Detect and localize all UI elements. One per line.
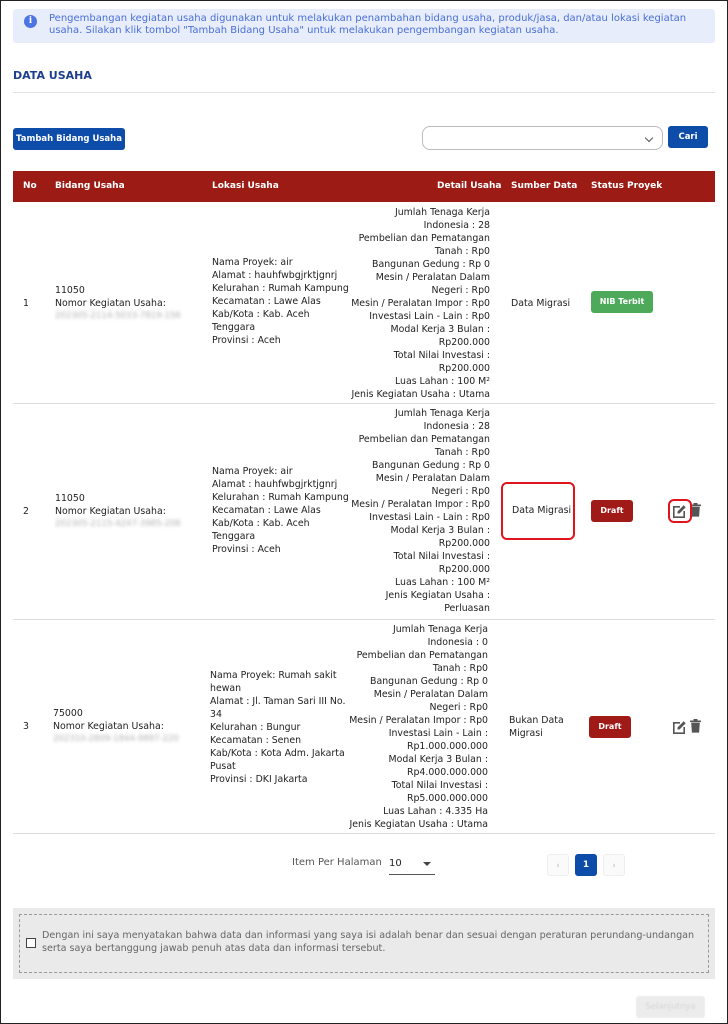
detail-line: Modal Kerja 3 Bulan : xyxy=(388,754,488,765)
detail-line: Total Nilai Investasi : xyxy=(393,551,490,562)
prev-page-button[interactable]: ‹ xyxy=(547,854,569,876)
col-lokasi-usaha: Lokasi Usaha xyxy=(212,181,279,191)
status-badge: NIB Terbit xyxy=(591,291,653,313)
lokasi-line: Kab/Kota : Kab. Aceh xyxy=(212,309,310,320)
row-divider xyxy=(13,833,715,834)
detail-line: Investasi Lain - Lain : Rp0 xyxy=(369,311,490,322)
detail-line: Total Nilai Investasi : xyxy=(393,350,490,361)
row-divider xyxy=(13,619,715,620)
detail-line: Negeri : Rp0 xyxy=(429,702,488,713)
detail-line: Luas Lahan : 4.335 Ha xyxy=(383,806,488,817)
divider xyxy=(13,92,715,93)
declaration-checkbox[interactable] xyxy=(26,938,36,948)
detail-line: Negeri : Rp0 xyxy=(431,285,490,296)
chevron-down-icon xyxy=(645,134,653,142)
detail-line: Mesin / Peralatan Impor : Rp0 xyxy=(349,715,488,726)
lokasi-line: 34 xyxy=(210,709,222,720)
lokasi-line: Alamat : hauhfwbgjrktjgnrj xyxy=(212,270,338,281)
lokasi-line: Provinsi : Aceh xyxy=(212,335,281,346)
detail-line: Bangunan Gedung : Rp 0 xyxy=(370,676,488,687)
detail-line: Mesin / Peralatan Dalam xyxy=(375,473,490,484)
col-bidang-usaha: Bidang Usaha xyxy=(55,181,125,191)
nomor-kegiatan-label: Nomor Kegiatan Usaha: xyxy=(53,721,164,732)
kbli-code: 11050 xyxy=(55,493,85,504)
col-sumber-data: Sumber Data xyxy=(511,181,578,191)
sumber-data-cell xyxy=(509,714,579,740)
lokasi-line: Kecamatan : Lawe Alas xyxy=(212,296,321,307)
detail-line: Indonesia : 28 xyxy=(423,421,490,432)
lokasi-line: Kab/Kota : Kota Adm. Jakarta xyxy=(210,748,345,759)
detail-line: Rp200.000 xyxy=(438,538,490,549)
detail-line: Indonesia : 0 xyxy=(427,637,488,648)
lokasi-line: Alamat : hauhfwbgjrktjgnrj xyxy=(212,479,338,490)
sumber-data-line: Data Migrasi xyxy=(511,298,571,309)
detail-line: Rp5.000.000.000 xyxy=(406,793,488,804)
detail-line: Mesin / Peralatan Impor : Rp0 xyxy=(351,499,490,510)
table-header xyxy=(13,171,715,202)
lokasi-line: Kelurahan : Rumah Kampung xyxy=(212,283,349,294)
detail-line: Investasi Lain - Lain : xyxy=(388,728,488,739)
declaration-box xyxy=(13,908,715,979)
lokasi-line: Kelurahan : Bungur xyxy=(210,722,301,733)
declaration-inner xyxy=(19,914,709,973)
detail-line: Jenis Kegiatan Usaha : Utama xyxy=(349,819,488,830)
detail-line: Negeri : Rp0 xyxy=(431,486,490,497)
edit-highlight xyxy=(668,499,692,523)
sumber-data-line: Migrasi xyxy=(509,728,543,739)
items-per-page-value: 10 xyxy=(389,858,402,869)
detail-line: Tanah : Rp0 xyxy=(432,663,488,674)
row-number: 1 xyxy=(23,298,29,309)
detail-line: Rp200.000 xyxy=(438,564,490,575)
section-title: DATA USAHA xyxy=(13,69,92,82)
row-number: 3 xyxy=(23,721,29,732)
nomor-kegiatan-label: Nomor Kegiatan Usaha: xyxy=(55,298,166,309)
next-page-button[interactable]: › xyxy=(603,854,625,876)
lokasi-line: Nama Proyek: air xyxy=(212,257,293,268)
info-icon: i xyxy=(24,15,37,28)
detail-line: Investasi Lain - Lain : Rp0 xyxy=(369,512,490,523)
nomor-kegiatan-value: 202305-2114-5033-7819-156 xyxy=(55,311,181,321)
detail-line: Rp4.000.000.000 xyxy=(406,767,488,778)
bidang-usaha-cell xyxy=(53,707,203,746)
lokasi-line: Kecamatan : Senen xyxy=(210,735,302,746)
info-banner xyxy=(13,9,715,43)
bidang-usaha-cell xyxy=(55,284,205,323)
detail-line: Perluasan xyxy=(444,603,490,614)
kbli-code: 75000 xyxy=(53,708,83,719)
items-per-page-select[interactable] xyxy=(389,855,435,875)
search-button[interactable]: Cari xyxy=(668,126,708,148)
detail-line: Pembelian dan Pematangan xyxy=(358,233,490,244)
detail-line: Pembelian dan Pematangan xyxy=(356,650,488,661)
detail-line: Tanah : Rp0 xyxy=(434,246,490,257)
detail-line: Mesin / Peralatan Dalam xyxy=(373,689,488,700)
lokasi-line: Provinsi : Aceh xyxy=(212,544,281,555)
detail-line: Jenis Kegiatan Usaha : xyxy=(385,590,490,601)
detail-line: Jumlah Tenaga Kerja xyxy=(392,624,488,635)
detail-line: Pembelian dan Pematangan xyxy=(358,434,490,445)
col-status-proyek: Status Proyek xyxy=(591,181,663,191)
lokasi-line: hewan xyxy=(210,683,242,694)
detail-line: Mesin / Peralatan Dalam xyxy=(375,272,490,283)
detail-line: Tanah : Rp0 xyxy=(434,447,490,458)
detail-line: Jenis Kegiatan Usaha : Utama xyxy=(351,389,490,400)
info-text: Pengembangan kegiatan usaha digunakan untuk melakukan penambahan bidang usaha, produk/jasa, dan/atau lokasi kegiatan usaha. Silakan klik tombol "Tambah Bidang Usaha" untuk melakukan pengembangan kegiatan usaha. xyxy=(49,13,687,36)
edit-icon[interactable] xyxy=(671,718,687,734)
detail-line: Modal Kerja 3 Bulan : xyxy=(390,324,490,335)
bidang-usaha-cell xyxy=(55,492,205,531)
dropdown-arrow-icon xyxy=(423,862,431,866)
lokasi-line: Pusat xyxy=(210,761,236,772)
declaration-text: Dengan ini saya menyatakan bahwa data dan informasi yang saya isi adalah benar dan sesuai dengan peraturan perundang-undangan serta saya bertanggung jawab penuh atas data dan informasi tersebut. xyxy=(42,930,695,954)
lokasi-line: Kelurahan : Rumah Kampung xyxy=(212,492,349,503)
lokasi-line: Nama Proyek: air xyxy=(212,466,293,477)
sumber-data-cell xyxy=(511,297,581,310)
status-badge: Draft xyxy=(589,716,631,738)
status-badge: Draft xyxy=(591,500,633,522)
items-per-page-label: Item Per Halaman xyxy=(292,857,382,868)
lokasi-line: Nama Proyek: Rumah sakit xyxy=(210,670,337,681)
detail-line: Rp200.000 xyxy=(438,363,490,374)
col-no: No xyxy=(23,181,37,191)
detail-line: Jumlah Tenaga Kerja xyxy=(394,207,490,218)
kbli-code: 11050 xyxy=(55,285,85,296)
detail-line: Rp200.000 xyxy=(438,337,490,348)
col-detail-usaha: Detail Usaha xyxy=(437,181,502,191)
sumber-data-highlight xyxy=(501,482,575,540)
lokasi-line: Tenggara xyxy=(212,531,256,542)
detail-line: Bangunan Gedung : Rp 0 xyxy=(372,460,490,471)
sumber-data-line: Bukan Data xyxy=(509,715,564,726)
page-1-button[interactable]: 1 xyxy=(575,854,597,876)
lokasi-line: Kab/Kota : Kab. Aceh xyxy=(212,518,310,529)
row-number: 2 xyxy=(23,506,29,517)
detail-line: Indonesia : 28 xyxy=(423,220,490,231)
nomor-kegiatan-value: 202305-2115-4247-3985-206 xyxy=(55,519,181,529)
detail-line: Jumlah Tenaga Kerja xyxy=(394,408,490,419)
detail-line: Luas Lahan : 100 M² xyxy=(394,577,490,588)
lokasi-line: Tenggara xyxy=(212,322,256,333)
sumber-data-line: Data Migrasi xyxy=(512,505,572,516)
add-business-button[interactable]: Tambah Bidang Usaha xyxy=(13,128,125,150)
detail-line: Luas Lahan : 100 M² xyxy=(394,376,490,387)
detail-line: Total Nilai Investasi : xyxy=(391,780,488,791)
nomor-kegiatan-value: 202310-2809-1844-9897-220 xyxy=(53,734,179,744)
trash-icon[interactable] xyxy=(690,719,701,733)
row-divider xyxy=(13,403,715,404)
detail-usaha-cell xyxy=(320,206,490,401)
detail-usaha-cell xyxy=(320,407,490,615)
nomor-kegiatan-label: Nomor Kegiatan Usaha: xyxy=(55,506,166,517)
search-select[interactable] xyxy=(422,126,663,150)
detail-line: Mesin / Peralatan Impor : Rp0 xyxy=(351,298,490,309)
lokasi-line: Provinsi : DKI Jakarta xyxy=(210,774,308,785)
lokasi-line: Kecamatan : Lawe Alas xyxy=(212,505,321,516)
detail-line: Rp1.000.000.000 xyxy=(406,741,488,752)
detail-usaha-cell xyxy=(318,623,488,831)
detail-line: Bangunan Gedung : Rp 0 xyxy=(372,259,490,270)
detail-line: Modal Kerja 3 Bulan : xyxy=(390,525,490,536)
lokasi-line: Alamat : Jl. Taman Sari III No. xyxy=(210,696,346,707)
next-button[interactable]: Selanjutnya xyxy=(636,996,705,1018)
